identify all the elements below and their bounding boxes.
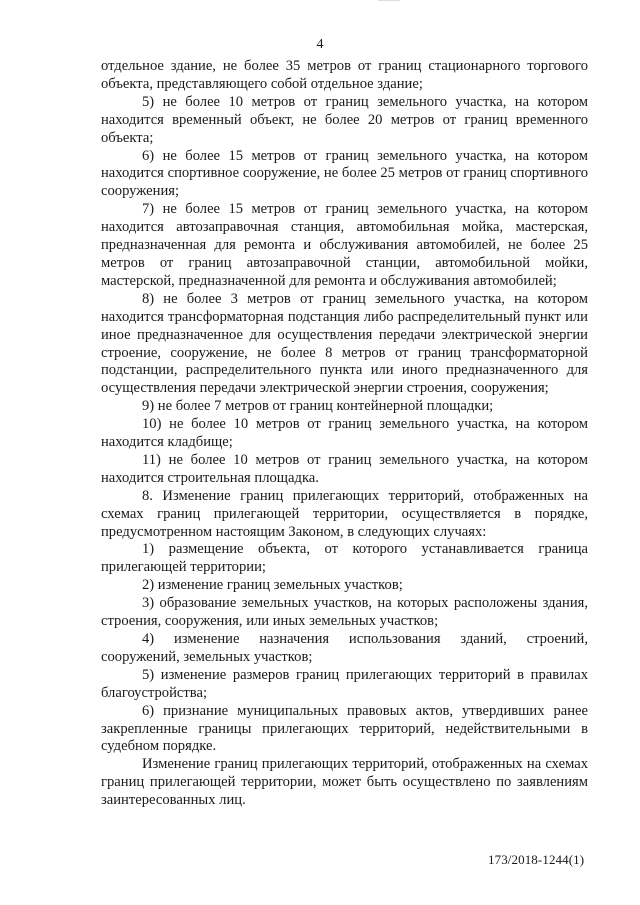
section-8-paragraph: 8. Изменение границ прилегающих территорий, отображенных на схемах границ прилегающей территории, осуществляется в порядке, предусмотренном настоящим Законом, в следующих случаях: [101,487,588,540]
document-registration-number: 173/2018-1244(1) [488,852,585,867]
case-item-3: 3) образование земельных участков, на которых расположены здания, строения, сооружения, или иных земельных участков; [101,595,588,630]
closing-paragraph: Изменение границ прилегающих территорий, отображенных на схемах границ прилегающей территории, может быть осуществлено по заявлениям заинтересованных лиц. [101,756,588,809]
list-item-9: 9) не более 7 метров от границ контейнерной площадки; [142,398,494,415]
list-item-8: 8) не более 3 метров от границ земельного участка, на котором находится трансформаторная подстанция либо распределительный пункт или иное предназначенное для осуществления передачи электрической энергии строение, сооружение, не более 8 метров от границ трансформаторной подстанции, распределительного пункта или иного предназначенного для осуществления передачи электрической энергии строения, сооружения; [101,290,588,397]
scan-artifact [378,0,400,5]
list-item-11: 11) не более 10 метров от границ земельного участка, на котором находится строительная площадка. [101,451,588,486]
list-item-10: 10) не более 10 метров от границ земельного участка, на котором находится кладбище; [101,416,588,451]
list-item-7: 7) не более 15 метров от границ земельного участка, на котором находится автозаправочная станция, автомобильная мойка, мастерская, предназначенная для ремонта и обслуживания автомобилей, не более 25 метров от границ автозаправочной станции, автомобильной мойки, мастерской, предназначенной для ремонта и обслуживания автомобилей; [101,201,588,289]
list-item-6: 6) не более 15 метров от границ земельного участка, на котором находится спортивное сооружение, не более 25 метров от границ спортивного сооружения; [101,147,588,200]
case-item-6: 6) признание муниципальных правовых актов, утвердивших ранее закрепленные границы прилегающих территорий, недействительными в судебном порядке. [101,702,588,755]
case-item-5: 5) изменение размеров границ прилегающих территорий в правилах благоустройства; [101,666,588,701]
case-item-1: 1) размещение объекта, от которого устанавливается граница прилегающей территории; [101,541,588,576]
list-item-5: 5) не более 10 метров от границ земельного участка, на котором находится временный объект, не более 20 метров от границ временного объекта; [101,93,588,146]
case-item-4: 4) изменение назначения использования зданий, строений, сооружений, земельных участков; [101,631,588,665]
paragraph-continuation: отдельное здание, не более 35 метров от границ стационарного торгового объекта, представляющего собой отдельное здание; [101,58,588,92]
case-item-2: 2) изменение границ земельных участков; [142,577,403,594]
page-number: 4 [316,37,324,52]
document-body [101,58,588,810]
